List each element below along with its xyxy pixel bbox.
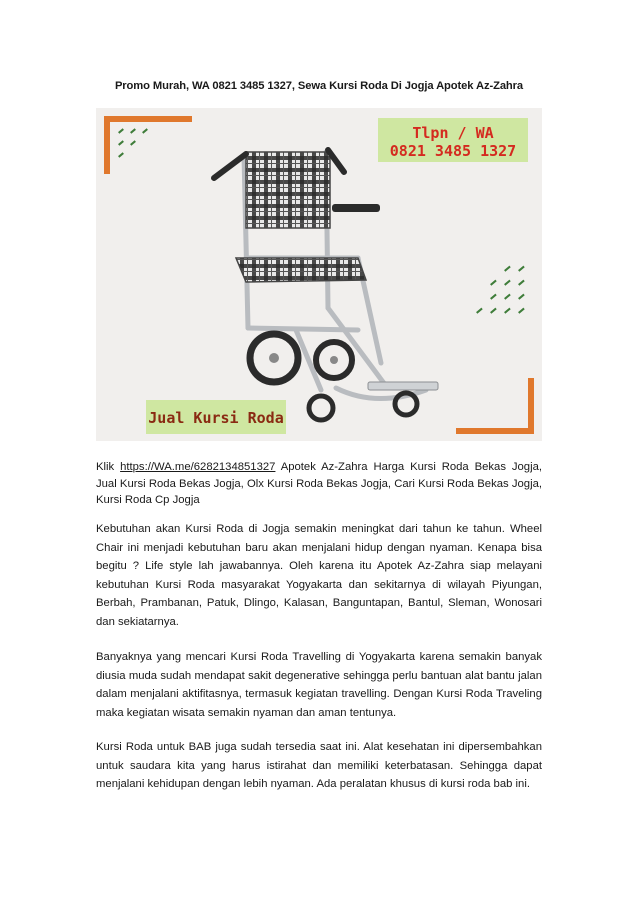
body-paragraph: Kebutuhan akan Kursi Roda di Jogja semakin meningkat dari tahun ke tahun. Wheel Chair ini menjadi kebutuhan baru akan menjalani hidup dengan nyaman. Kenapa bisa begitu ? Life style lah jawabannya. Oleh karena itu Apotek Az-Zahra siap melayani kebutuhan Kursi Roda masyarakat Yogyakarta dan sekitarnya di wilayah Piyungan, Berbah, Prambanan, Patuk, Dlingo, Kalasan, Banguntapan, Bantul, Sleman, Wonosari dan sekiatarnya. — [96, 523, 542, 628]
intro-paragraph — [96, 459, 542, 509]
intro-text: Apotek Az-Zahra Harga Kursi Roda Bekas Jogja, Jual Kursi Roda Bekas Jogja, Olx Kursi Roda Bekas Jogja, Cari Kursi Roda Bekas Jogja, Kursi Roda Cp Jogja — [96, 461, 543, 506]
hero-image — [96, 108, 542, 441]
sale-banner-text: Jual Kursi Roda — [148, 409, 284, 427]
hero-illustration — [96, 108, 542, 441]
body-paragraph: Banyaknya yang mencari Kursi Roda Travelling di Yogyakarta karena semakin banyak diusia muda sudah mendapat sakit degenerative sehingga perlu bantuan alat bantu jalan dalam menjalani aktifitasnya, termasuk kegiatan travelling. Dengan Kursi Roda Traveling maka kegiatan wisata semakin nyaman dan aman tentunya. — [96, 651, 542, 719]
whatsapp-link[interactable]: https://WA.me/6282134851327 — [120, 461, 276, 473]
phone-banner-line2: 0821 3485 1327 — [389, 142, 517, 160]
body-paragraph: Kursi Roda untuk BAB juga sudah tersedia saat ini. Alat kesehatan ini dipersembahkan untuk saudara kita yang harus istirahat dan memiliki keterbatasan. Sehingga dapat menjalani kehidupan dengan lebih nyaman. Ada peralatan khusus di kursi roda bab ini. — [96, 741, 542, 791]
page-title: Promo Murah, WA 0821 3485 1327, Sewa Kursi Roda Di Jogja Apotek Az-Zahra — [114, 80, 524, 92]
phone-banner-line1: Tlpn / WA — [412, 124, 494, 142]
intro-prefix: Klik — [96, 461, 121, 473]
